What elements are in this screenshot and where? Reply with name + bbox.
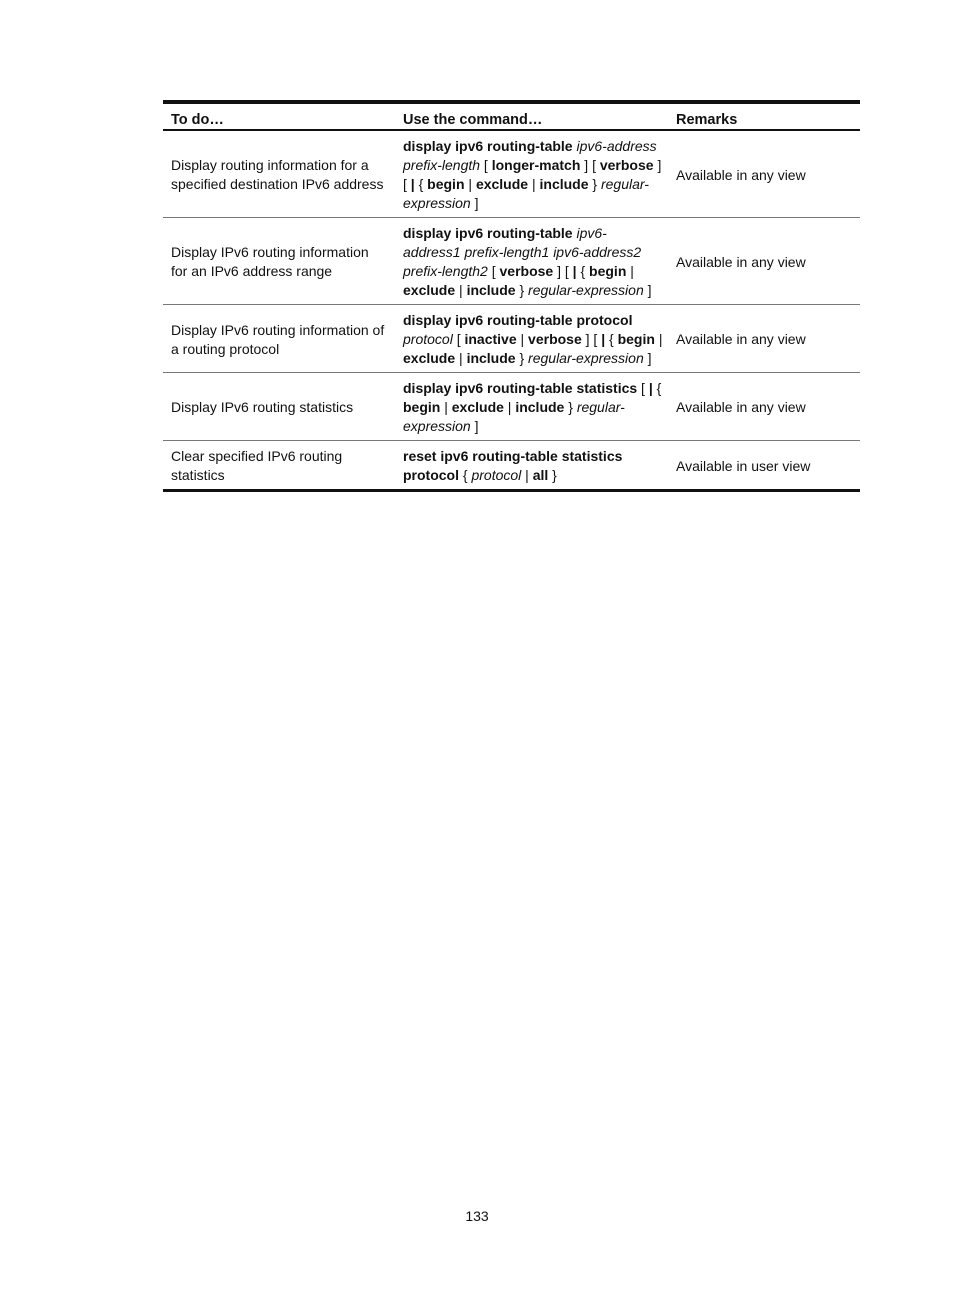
command-keyword: include — [515, 399, 565, 415]
table-body — [163, 130, 860, 491]
table-row — [163, 373, 860, 441]
command-syntax: { — [459, 467, 472, 483]
command-keyword: verbose — [528, 331, 582, 347]
command-syntax: | — [455, 350, 467, 366]
command-syntax: ] [ — [403, 157, 662, 192]
remarks-cell: Available in any view — [676, 399, 806, 415]
command-syntax: | — [516, 331, 529, 347]
command-keyword: | — [601, 331, 606, 347]
command-keyword: inactive — [464, 331, 517, 347]
remarks-cell: Available in any view — [676, 253, 806, 270]
command-cell — [395, 373, 668, 441]
command-syntax: } — [548, 467, 557, 483]
command-cell — [395, 441, 668, 491]
command-syntax: } — [588, 176, 601, 192]
command-syntax: ] — [470, 418, 479, 434]
command-keyword: display ipv6 routing-table statistics — [403, 380, 638, 396]
command-keyword: reset ipv6 routing-table statistics protocol — [403, 448, 623, 483]
command-keyword: exclude — [451, 399, 504, 415]
table-row — [163, 441, 860, 491]
command-syntax: [ — [452, 331, 465, 347]
command-keyword: display ipv6 routing-table — [403, 138, 573, 154]
command-keyword: include — [539, 176, 589, 192]
command-argument: ipv6-address prefix-length — [403, 138, 657, 173]
remarks-cell: Available in any view — [676, 166, 806, 183]
command-syntax: } — [515, 350, 529, 366]
table-row — [163, 130, 860, 218]
command-keyword: verbose — [499, 263, 554, 279]
command-syntax: | — [528, 176, 540, 192]
command-syntax: | — [455, 282, 467, 298]
command-argument: ipv6-address1 prefix-length1 ipv6-address2 prefix-length2 — [403, 225, 642, 279]
todo-cell: Display IPv6 routing statistics — [171, 399, 354, 415]
command-keyword: exclude — [403, 282, 456, 298]
command-cell — [395, 130, 668, 218]
header-remarks: Remarks — [676, 112, 738, 128]
command-argument: protocol — [471, 467, 522, 483]
command-syntax: } — [564, 399, 577, 415]
command-syntax: ] — [643, 350, 652, 366]
command-keyword: begin — [617, 331, 655, 347]
command-keyword: all — [532, 467, 549, 483]
command-cell — [395, 218, 668, 305]
command-argument: regular-expression — [403, 399, 625, 434]
command-syntax: ] [ — [553, 263, 573, 279]
command-syntax: { — [652, 380, 662, 396]
command-keyword: longer-match — [491, 157, 581, 173]
command-keyword: | — [410, 176, 415, 192]
todo-cell: Display IPv6 routing information for an IPv6 address range — [171, 244, 369, 279]
header-todo: To do… — [171, 112, 224, 128]
command-syntax: | — [440, 399, 452, 415]
command-syntax: | — [654, 331, 663, 347]
command-keyword: verbose — [599, 157, 654, 173]
header-command: Use the command… — [403, 112, 543, 128]
command-syntax: ] — [643, 282, 652, 298]
table-row — [163, 218, 860, 305]
command-keyword: display ipv6 routing-table — [403, 225, 573, 241]
command-cell — [395, 305, 668, 373]
command-syntax: [ — [480, 157, 492, 173]
command-keyword: begin — [427, 176, 465, 192]
command-argument: regular-expression — [528, 282, 644, 298]
command-syntax: ] [ — [580, 157, 600, 173]
command-syntax: { — [414, 176, 428, 192]
table-header-row — [163, 102, 860, 130]
command-syntax: | — [503, 399, 516, 415]
command-syntax: | — [626, 263, 634, 279]
todo-cell: Clear specified IPv6 routing statistics — [171, 448, 343, 483]
command-syntax: } — [515, 282, 529, 298]
table-row — [163, 305, 860, 373]
command-syntax: [ — [637, 380, 649, 396]
command-keyword: include — [466, 282, 516, 298]
command-syntax: ] [ — [581, 331, 602, 347]
command-argument: regular-expression — [403, 176, 649, 211]
command-argument: protocol — [403, 331, 453, 347]
command-syntax: | — [521, 467, 533, 483]
command-argument: regular-expression — [528, 350, 644, 366]
command-table — [163, 100, 860, 492]
command-keyword: | — [572, 263, 577, 279]
command-syntax: ] — [470, 195, 479, 211]
command-keyword: display ipv6 routing-table protocol — [403, 312, 633, 328]
command-keyword: exclude — [475, 176, 529, 192]
command-table-container — [163, 100, 860, 492]
todo-cell: Display IPv6 routing information of a routing protocol — [171, 321, 385, 357]
command-keyword: begin — [403, 399, 441, 415]
command-keyword: exclude — [403, 350, 456, 366]
remarks-cell: Available in user view — [676, 457, 811, 474]
command-keyword: | — [648, 380, 653, 396]
remarks-cell: Available in any view — [676, 331, 806, 347]
page-number: 133 — [465, 1208, 489, 1224]
command-syntax: | — [464, 176, 476, 192]
todo-cell: Display routing information for a specified destination IPv6 address — [171, 157, 384, 192]
command-syntax: { — [605, 331, 618, 347]
command-keyword: begin — [589, 263, 627, 279]
command-keyword: include — [466, 350, 516, 366]
command-syntax: { — [576, 263, 590, 279]
command-syntax: [ — [487, 263, 500, 279]
